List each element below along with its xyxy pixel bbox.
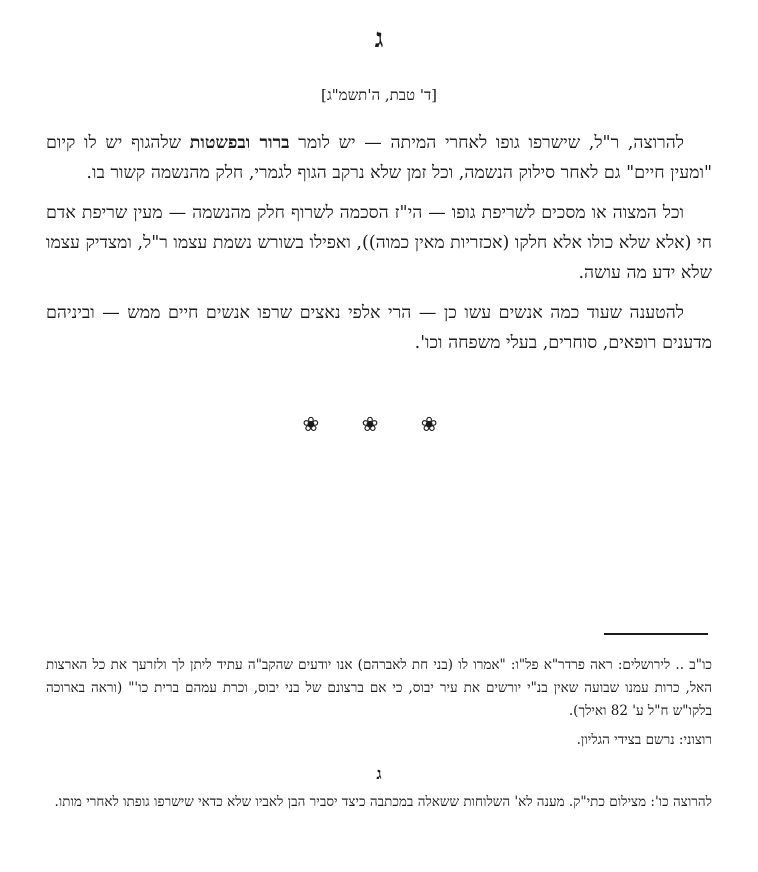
footnote-divider	[604, 633, 708, 635]
footnote-3-ref: להרוצה כו':	[650, 794, 712, 810]
footnote-1-ref: כו"ב .. לירושלים:	[617, 657, 712, 673]
footnote-3	[46, 791, 712, 814]
section-letter: ג	[374, 24, 384, 54]
footnote-3-text: מצילום כתי"ק. מענה לא' השלוחות ששאלה במכתבה כיצד יסביר הבן לאביו שלא כדאי שישרפו גופתו לאחרי מותו.	[54, 794, 651, 810]
footnote-section-letter: ג	[376, 764, 382, 783]
p1-end: שלהגוף יש לו קיום "ומעין חיים" גם לאחר סילוק הנשמה, וכל זמן שלא נרקב הגוף לגמרי, חלק מהנשמה קשור בו.	[46, 133, 712, 183]
footnotes	[46, 654, 712, 820]
body-paragraph-1	[46, 128, 712, 188]
body-paragraph-3: להטענה שעוד כמה אנשים עשו כן — הרי אלפי נאצים שרפו אנשים חיים ממש — וביניהם מדענים רופאים, סוחרים, בעלי משפחה וכו'.	[46, 303, 712, 353]
p1-start: להרוצה, ר"ל, שישרפו גופו לאחרי המיתה — יש לומר	[289, 133, 684, 153]
flower-ornament-icon: ❀ ❀ ❀	[302, 412, 456, 436]
letter-date: [ד' טבת, ה'תשמ"ג]	[320, 86, 438, 104]
p1-bold-phrase: ברור ובפשטות	[189, 133, 290, 153]
letter-body	[46, 128, 712, 368]
footnote-2-text: נרשם בצידי הגליון.	[576, 732, 679, 748]
footnote-1-text: ראה פרדר"א פל"ו: "אמרו לו (בני חת לאברהם) אנו יודעים שהקב"ה עתיד ליתן לך ולזרעך את כל הארצות האל, כרות עמנו שבועה שאין בנ"י יורשים את עיר יבוס, כי אם ברצונם של בני יבוס, וכרת עמהם ברית כו'" (וראה בארוכה בלקו"ש ח"ל ע' 82 ואילך).	[46, 657, 712, 719]
footnote-1	[46, 654, 712, 723]
footnote-2	[46, 729, 712, 752]
footnote-2-ref: רוצוני:	[678, 732, 712, 748]
body-paragraph-2: וכל המצוה או מסכים לשריפת גופו — הי"ז הסכמה לשרוף חלק מהנשמה — מעין שריפת אדם חי (אלא שלא כולו אלא חלקו (אכזריות מאין כמוה)), ואפילו בשורש נשמת עצמו ר"ל, ומצדיק עצמו שלא ידע מה עושה.	[46, 203, 712, 283]
